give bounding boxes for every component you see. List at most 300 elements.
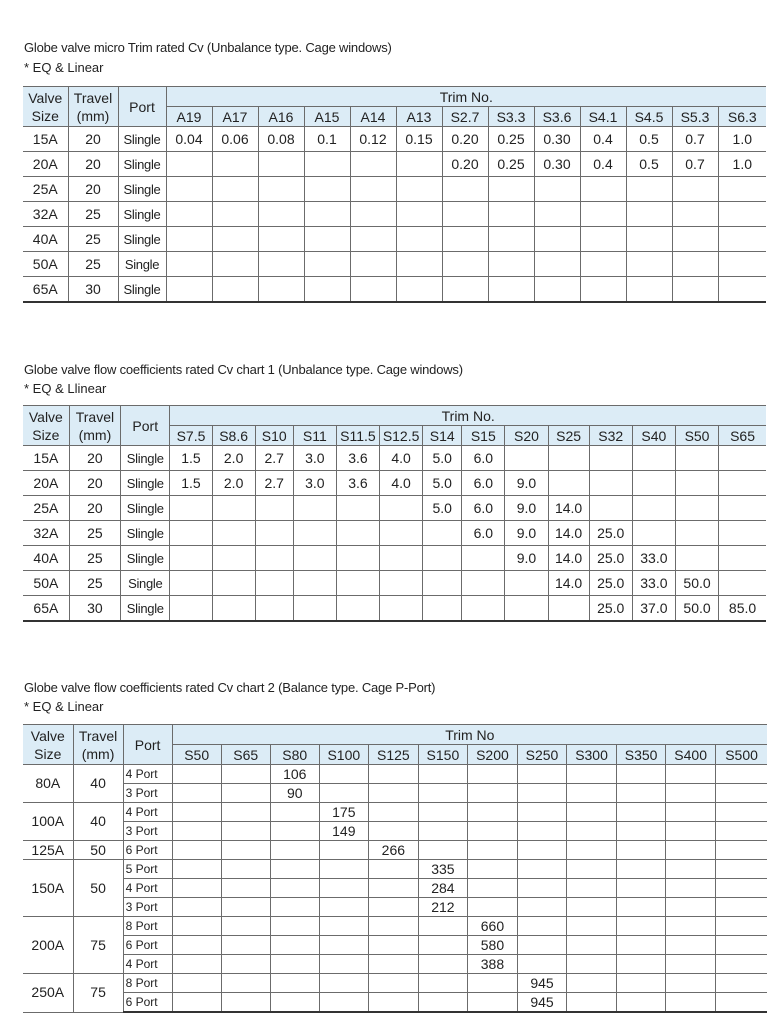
cv-value-cell [380, 496, 423, 521]
trim-header-3: A15 [304, 107, 350, 127]
cv-value-cell [632, 471, 675, 496]
cv-value-cell [467, 974, 517, 993]
cv-value-cell [172, 803, 221, 822]
cv-value-cell [221, 784, 270, 803]
travel-cell: 30 [69, 596, 120, 622]
cv-value-cell [212, 596, 255, 622]
travel-header [73, 725, 123, 765]
cv-value-cell: 0.4 [580, 152, 626, 177]
travel-cell: 20 [69, 496, 120, 521]
cv-value-cell: 9.0 [505, 496, 548, 521]
port-cell: Single [121, 571, 170, 596]
cv-value-cell [666, 841, 716, 860]
valve-size-cell: 200A [23, 917, 73, 974]
cv-value-cell [396, 202, 442, 227]
trim-header-0: A19 [166, 107, 212, 127]
cv-value-cell [418, 936, 467, 955]
cv-value-cell [567, 974, 617, 993]
cv-value-cell: 0.1 [304, 127, 350, 152]
cv-value-cell [418, 784, 467, 803]
valve-size-cell: 125A [23, 841, 73, 860]
valve-size-header [23, 725, 73, 765]
cv-value-cell [626, 277, 672, 303]
cv-value-cell: 6.0 [462, 521, 505, 546]
cv-value-cell [368, 936, 418, 955]
cv-value-cell [350, 227, 396, 252]
cv-value-cell [166, 152, 212, 177]
port-cell: 6 Port [123, 841, 172, 860]
table-row [23, 596, 766, 622]
cv-value-cell [718, 177, 766, 202]
cv-value-cell: 25.0 [589, 571, 632, 596]
cv-value-cell [567, 803, 617, 822]
cv-value-cell [166, 277, 212, 303]
cv-value-cell: 25.0 [589, 596, 632, 622]
cv-value-cell [716, 822, 767, 841]
port-cell: Slingle [118, 152, 166, 177]
cv-value-cell [304, 202, 350, 227]
cv-value-cell [170, 496, 212, 521]
cv-value-cell [617, 917, 666, 936]
section-2-subtitle: * EQ & Llinear [24, 381, 107, 396]
trim-header-4: S11.5 [336, 426, 379, 446]
travel-cell: 20 [69, 471, 120, 496]
trim-header-12: S6.3 [718, 107, 766, 127]
cv-value-cell [617, 936, 666, 955]
cv-value-cell [255, 521, 293, 546]
cv-value-cell [716, 765, 767, 784]
cv-value-cell [719, 446, 766, 471]
table-row [23, 127, 766, 152]
travel-cell: 50 [73, 841, 123, 860]
cv-value-cell [719, 571, 766, 596]
cv-value-cell [293, 546, 336, 571]
travel-header-label: Travel (mm) [78, 727, 118, 762]
cv-value-cell [467, 765, 517, 784]
trim-header-2: A16 [258, 107, 304, 127]
trim-header-5: S150 [418, 745, 467, 765]
cv-value-cell [567, 784, 617, 803]
cv-value-cell [380, 596, 423, 622]
cv-value-cell [517, 898, 566, 917]
cv-value-cell: 0.5 [626, 152, 672, 177]
valve-size-header [23, 87, 68, 127]
cv-value-cell [212, 521, 255, 546]
cv-value-cell [293, 596, 336, 622]
trim-header-4: S125 [368, 745, 418, 765]
table-row [23, 784, 767, 803]
table-row [23, 446, 766, 471]
trim-header-9: S4.1 [580, 107, 626, 127]
cv-value-cell: 37.0 [632, 596, 675, 622]
valve-size-header-label: Valve Size [30, 727, 65, 762]
port-cell: 8 Port [123, 974, 172, 993]
trim-no-header: Trim No [172, 725, 767, 745]
cv-value-cell [350, 202, 396, 227]
cv-value-cell [350, 277, 396, 303]
cv-value-cell [442, 177, 488, 202]
cv-value-cell: 33.0 [632, 571, 675, 596]
table-row [23, 277, 766, 303]
cv-value-cell [319, 879, 368, 898]
port-cell: Single [118, 252, 166, 277]
cv-value-cell: 0.20 [442, 127, 488, 152]
trim-header-2: S80 [270, 745, 319, 765]
cv-value-cell: 33.0 [632, 546, 675, 571]
table-row [23, 471, 766, 496]
cv-value-cell: 2.7 [255, 471, 293, 496]
trim-header-0: S7.5 [170, 426, 212, 446]
cv-value-cell [368, 898, 418, 917]
cv-value-cell [380, 546, 423, 571]
table-row [23, 917, 767, 936]
cv-value-cell [166, 252, 212, 277]
cv-value-cell [626, 177, 672, 202]
port-cell: 4 Port [123, 765, 172, 784]
cv-value-cell [172, 879, 221, 898]
cv-value-cell [270, 936, 319, 955]
valve-size-cell: 40A [23, 227, 68, 252]
cv-value-cell [716, 955, 767, 974]
section-1-title: Globe valve micro Trim rated Cv (Unbalance type. Cage windows) [24, 40, 392, 55]
cv-value-cell [462, 546, 505, 571]
cv-value-cell [368, 917, 418, 936]
valve-size-header-label: Valve Size [28, 89, 63, 124]
cv-value-cell: 0.30 [534, 152, 580, 177]
cv-value-cell [442, 277, 488, 303]
table-row [23, 252, 766, 277]
port-cell: Slingle [118, 202, 166, 227]
cv-value-cell [418, 803, 467, 822]
cv-value-cell [396, 277, 442, 303]
valve-size-cell: 250A [23, 974, 73, 1013]
cv-value-cell [534, 202, 580, 227]
cv-value-cell [212, 496, 255, 521]
travel-cell: 75 [73, 917, 123, 974]
port-header [118, 87, 166, 127]
cv-value-cell [632, 446, 675, 471]
port-cell: Slingle [118, 127, 166, 152]
travel-cell: 20 [68, 177, 118, 202]
trim-header-10: S400 [666, 745, 716, 765]
cv-value-cell [672, 177, 718, 202]
cv-value-cell [467, 993, 517, 1013]
cv-value-cell [319, 993, 368, 1013]
cv-value-cell [270, 879, 319, 898]
trim-header-10: S32 [589, 426, 632, 446]
cv-value-cell [626, 227, 672, 252]
trim-header-8: S300 [567, 745, 617, 765]
cv-value-cell [258, 227, 304, 252]
trim-header-7: S3.3 [488, 107, 534, 127]
cv-value-cell [170, 596, 212, 622]
valve-size-header [23, 406, 69, 446]
cv-value-cell [212, 202, 258, 227]
cv-value-cell: 9.0 [505, 546, 548, 571]
cv-value-cell [258, 177, 304, 202]
cv-value-cell: 9.0 [505, 471, 548, 496]
table-row [23, 803, 767, 822]
cv-value-cell [675, 521, 718, 546]
cv-value-cell: 0.06 [212, 127, 258, 152]
cv-value-cell [293, 571, 336, 596]
travel-header [69, 406, 120, 446]
travel-cell: 25 [69, 546, 120, 571]
cv-value-cell: 3.0 [293, 446, 336, 471]
cv-value-cell [350, 177, 396, 202]
valve-size-cell: 15A [23, 127, 68, 152]
cv-value-cell [617, 822, 666, 841]
cv-value-cell [534, 227, 580, 252]
cv-value-cell [488, 277, 534, 303]
port-header [123, 725, 172, 765]
cv-value-cell [534, 252, 580, 277]
cv-value-cell [718, 227, 766, 252]
cv-value-cell [221, 993, 270, 1013]
cv-value-cell [212, 177, 258, 202]
cv-value-cell [172, 955, 221, 974]
cv-value-cell [442, 252, 488, 277]
travel-cell: 25 [69, 521, 120, 546]
cv-value-cell [172, 822, 221, 841]
cv-value-cell [423, 571, 462, 596]
valve-size-cell: 65A [23, 596, 69, 622]
cv-value-cell [170, 546, 212, 571]
section-3-subtitle: * EQ & Linear [24, 699, 104, 714]
port-cell: 6 Port [123, 936, 172, 955]
cv-value-cell [716, 993, 767, 1013]
cv-value-cell [548, 596, 589, 622]
cv-value-cell [170, 571, 212, 596]
trim-header-1: S65 [221, 745, 270, 765]
cv-value-cell [368, 803, 418, 822]
cv-value-cell [255, 596, 293, 622]
cv-value-cell [580, 277, 626, 303]
cv-value-cell [418, 765, 467, 784]
cv-value-cell [675, 446, 718, 471]
cv-value-cell: 0.25 [488, 152, 534, 177]
travel-header [68, 87, 118, 127]
cv-value-cell: 0.30 [534, 127, 580, 152]
cv-value-cell [172, 993, 221, 1013]
cv-value-cell [396, 177, 442, 202]
port-cell: Slingle [121, 521, 170, 546]
trim-header-3: S100 [319, 745, 368, 765]
trim-header-7: S250 [517, 745, 566, 765]
cv-value-cell [368, 993, 418, 1013]
valve-size-cell: 32A [23, 202, 68, 227]
cv-value-cell: 6.0 [462, 496, 505, 521]
travel-cell: 20 [68, 127, 118, 152]
cv-value-cell [666, 993, 716, 1013]
cv-value-cell [418, 993, 467, 1013]
cv-value-cell: 175 [319, 803, 368, 822]
cv-value-cell [672, 277, 718, 303]
cv-value-cell [172, 898, 221, 917]
cv-value-cell [467, 784, 517, 803]
trim-header-1: A17 [212, 107, 258, 127]
valve-size-cell: 40A [23, 546, 69, 571]
table-row [23, 898, 767, 917]
cv-value-cell: 1.0 [718, 152, 766, 177]
cv-value-cell [319, 841, 368, 860]
cv-value-cell [319, 917, 368, 936]
cv-value-cell [270, 917, 319, 936]
cv-value-cell: 0.7 [672, 127, 718, 152]
cv-value-cell [166, 202, 212, 227]
cv-value-cell [505, 571, 548, 596]
cv-value-cell [716, 784, 767, 803]
cv-value-cell [336, 546, 379, 571]
cv-value-cell [617, 860, 666, 879]
cv-value-cell [270, 803, 319, 822]
cv-value-cell [580, 227, 626, 252]
trim-header-6: S14 [423, 426, 462, 446]
travel-header-label: Travel (mm) [75, 408, 115, 443]
cv-value-cell [368, 879, 418, 898]
trim-header-5: A13 [396, 107, 442, 127]
travel-cell: 40 [73, 765, 123, 803]
cv-value-cell [589, 496, 632, 521]
trim-header-9: S350 [617, 745, 666, 765]
cv-value-cell: 0.15 [396, 127, 442, 152]
table-row [23, 936, 767, 955]
port-header-label: Port [134, 736, 161, 753]
cv-value-cell [172, 917, 221, 936]
travel-cell: 40 [73, 803, 123, 841]
cv-value-cell [517, 765, 566, 784]
cv-value-cell [221, 974, 270, 993]
cv-value-cell [423, 596, 462, 622]
cv-value-cell [567, 898, 617, 917]
cv-value-cell: 50.0 [675, 596, 718, 622]
cv-value-cell [170, 521, 212, 546]
table-row [23, 841, 767, 860]
port-cell: Slingle [118, 177, 166, 202]
port-header [121, 406, 170, 446]
cv-value-cell [166, 177, 212, 202]
table-row [23, 993, 767, 1013]
cv-value-cell [567, 917, 617, 936]
section-2-title: Globe valve flow coefficients rated Cv chart 1 (Unbalance type. Cage windows) [24, 362, 463, 377]
cv-value-cell [442, 227, 488, 252]
cv-value-cell [212, 546, 255, 571]
port-cell: Slingle [121, 496, 170, 521]
port-cell: 8 Port [123, 917, 172, 936]
cv-value-cell: 25.0 [589, 521, 632, 546]
cv-value-cell [718, 202, 766, 227]
table-row [23, 822, 767, 841]
port-cell: Slingle [118, 227, 166, 252]
port-cell: 3 Port [123, 822, 172, 841]
cv-value-cell: 14.0 [548, 496, 589, 521]
cv-value-cell [166, 227, 212, 252]
cv-value-cell: 0.04 [166, 127, 212, 152]
cv-value-cell [617, 803, 666, 822]
cv-value-cell [423, 546, 462, 571]
cv-value-cell [336, 571, 379, 596]
port-cell: 5 Port [123, 860, 172, 879]
cv-value-cell [212, 571, 255, 596]
cv-value-cell: 90 [270, 784, 319, 803]
cv-value-cell [567, 860, 617, 879]
cv-value-cell [270, 993, 319, 1013]
cv-value-cell [675, 471, 718, 496]
cv-value-cell [589, 446, 632, 471]
cv-value-cell [666, 765, 716, 784]
trim-header-8: S20 [505, 426, 548, 446]
cv-value-cell [488, 252, 534, 277]
cv-value-cell [270, 974, 319, 993]
cv-value-cell [488, 227, 534, 252]
travel-cell: 25 [68, 202, 118, 227]
cv-value-cell [380, 521, 423, 546]
trim-header-0: S50 [172, 745, 221, 765]
cv-value-cell [368, 765, 418, 784]
cv-value-cell [716, 841, 767, 860]
trim-header-7: S15 [462, 426, 505, 446]
port-header-label: Port [132, 417, 159, 434]
port-cell: 3 Port [123, 898, 172, 917]
cv-value-cell [336, 496, 379, 521]
cv-value-cell [719, 471, 766, 496]
cv-value-cell [632, 521, 675, 546]
cv-value-cell [467, 822, 517, 841]
travel-cell: 75 [73, 974, 123, 1013]
cv-value-cell: 284 [418, 879, 467, 898]
table-row [23, 152, 766, 177]
cv-value-cell [368, 784, 418, 803]
cv-value-cell [319, 898, 368, 917]
cv-value-cell [567, 936, 617, 955]
cv-value-cell [172, 841, 221, 860]
cv-value-cell [517, 917, 566, 936]
cv-value-cell [212, 227, 258, 252]
cv-value-cell [617, 898, 666, 917]
trim-no-header: Trim No. [170, 406, 766, 426]
trim-no-header: Trim No. [166, 87, 766, 107]
cv-value-cell [258, 277, 304, 303]
valve-size-cell: 20A [23, 152, 68, 177]
cv-value-cell: 3.0 [293, 471, 336, 496]
table-row [23, 496, 766, 521]
trim-header-1: S8.6 [212, 426, 255, 446]
cv-value-cell [380, 571, 423, 596]
cv-value-cell [350, 252, 396, 277]
cv-value-cell [221, 860, 270, 879]
port-cell: Slingle [121, 546, 170, 571]
table-row [23, 860, 767, 879]
travel-cell: 20 [69, 446, 120, 471]
valve-size-cell: 25A [23, 177, 68, 202]
cv-table-micro-trim [23, 86, 766, 303]
cv-value-cell [517, 879, 566, 898]
cv-value-cell [368, 822, 418, 841]
cv-value-cell [221, 841, 270, 860]
valve-size-cell: 65A [23, 277, 68, 303]
valve-size-cell: 32A [23, 521, 69, 546]
port-cell: 6 Port [123, 993, 172, 1013]
cv-value-cell [567, 993, 617, 1013]
valve-size-cell: 50A [23, 571, 69, 596]
cv-value-cell [505, 446, 548, 471]
cv-value-cell [396, 252, 442, 277]
cv-value-cell [319, 860, 368, 879]
cv-value-cell [319, 784, 368, 803]
cv-value-cell [270, 898, 319, 917]
port-header-label: Port [129, 98, 155, 115]
travel-cell: 25 [68, 227, 118, 252]
